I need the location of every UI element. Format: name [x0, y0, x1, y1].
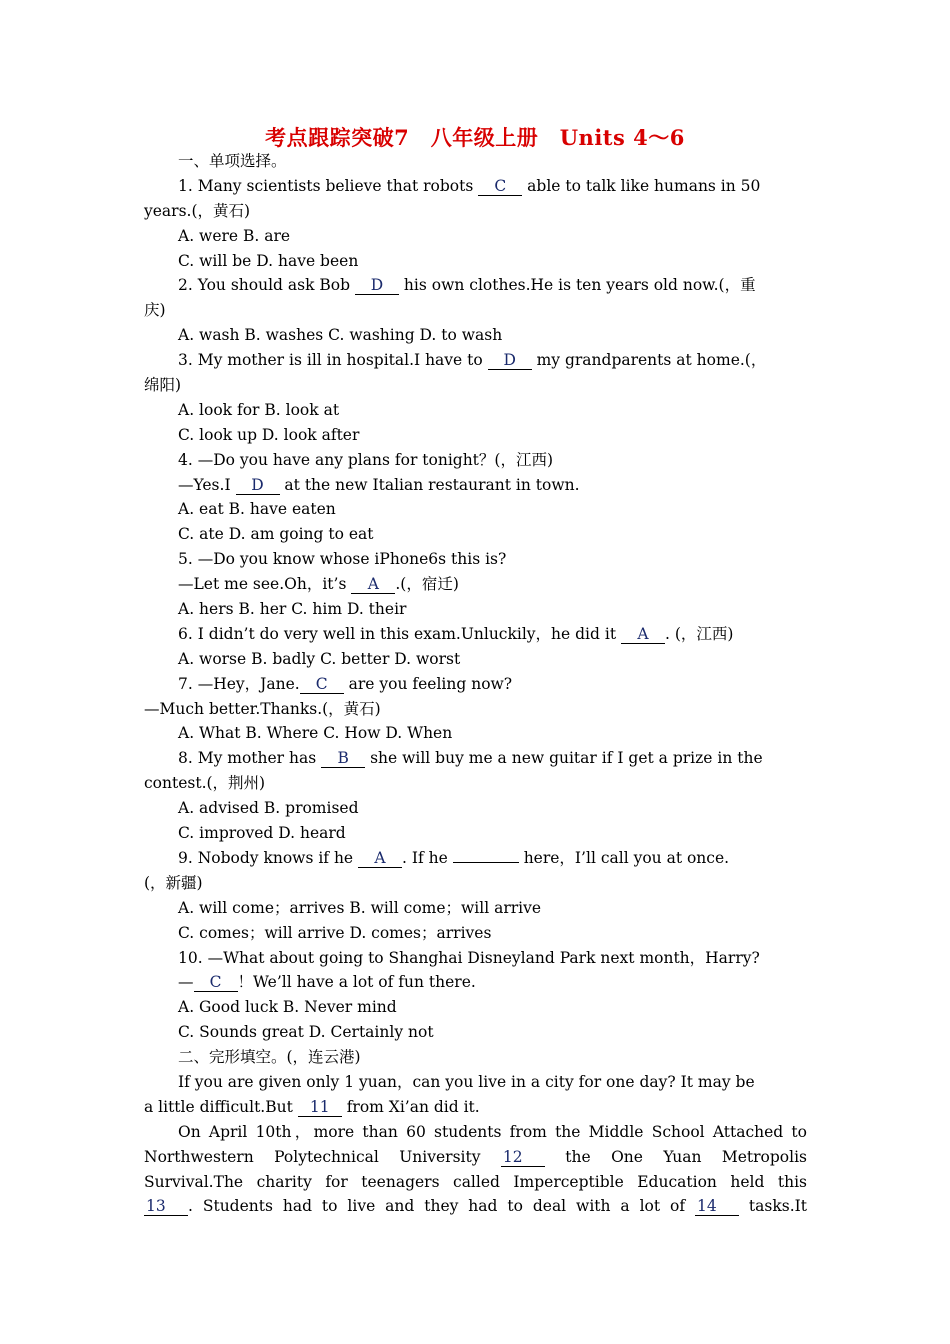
question-3: 3. My mother is ill in hospital.I have to D my grandparents at home.(，: [178, 351, 767, 370]
answer-blank: A: [351, 576, 395, 594]
question-4-reply: —Yes.I D at the new Italian restaurant in town.: [178, 475, 580, 494]
passage-line: If you are given only 1 yuan，can you live in a city for one day? It may be: [178, 1072, 755, 1091]
answer-blank: C: [300, 676, 344, 694]
passage-line: Northwestern Polytechnical University 12 the One Yuan Metropolis: [144, 1147, 807, 1166]
question-4: 4. —Do you have any plans for tonight？(，江西): [178, 450, 554, 469]
options: C. Sounds great D. Certainly not: [178, 1023, 434, 1042]
question-8: 8. My mother has B she will buy me a new guitar if I get a prize in the: [178, 749, 763, 768]
section-heading: 一、单项选择。: [178, 152, 287, 170]
options: C. look up D. look after: [178, 425, 360, 444]
question-6: 6. I didn’t do very well in this exam.Unluckily，he did it A . (，江西): [178, 624, 734, 643]
options: C. improved D. heard: [178, 824, 346, 843]
question-5-reply: —Let me see.Oh，it’s A .(，宿迁): [178, 575, 459, 594]
question-7: 7. —Hey，Jane. C are you feeling now?: [178, 674, 513, 693]
document-body: [144, 149, 807, 1219]
question-3-cont: 绵阳): [144, 376, 182, 395]
passage-line: 13 . Students had to live and they had to deal with a lot of 14 tasks.It: [146, 1197, 807, 1216]
question-2-cont: 庆): [144, 301, 166, 320]
answer-blank: 11: [298, 1099, 342, 1117]
options: C. will be D. have been: [178, 251, 359, 270]
answer-blank: 12: [501, 1149, 545, 1167]
question-1: 1. Many scientists believe that robots C able to talk like humans in 50: [178, 176, 761, 195]
options: A. Good luck B. Never mind: [178, 998, 397, 1017]
page-title: 考点跟踪突破7 八年级上册 Units 4～6: [265, 125, 685, 150]
question-10: 10. —What about going to Shanghai Disneyland Park next month，Harry?: [178, 948, 760, 967]
answer-blank: B: [321, 750, 365, 768]
answer-blank: C: [478, 178, 522, 196]
answer-blank: 13: [144, 1198, 188, 1216]
options: A. look for B. look at: [178, 400, 340, 419]
question-10-reply: — C ！We’ll have a lot of fun there.: [178, 973, 476, 992]
answer-blank: C: [194, 974, 238, 992]
question-8-cont: contest.(，荆州): [144, 774, 266, 793]
answer-blank: D: [236, 477, 280, 495]
passage-line: On April 10th，more than 60 students from the Middle School Attached to: [178, 1122, 807, 1141]
options: A. were B. are: [178, 226, 291, 245]
options: C. comes；will arrive D. comes；arrives: [178, 923, 492, 942]
question-5: 5. —Do you know whose iPhone6s this is?: [178, 550, 507, 569]
question-2: 2. You should ask Bob D his own clothes.He is ten years old now.(，重: [178, 276, 756, 295]
answer-blank: D: [355, 277, 399, 295]
passage-line: Survival.The charity for teenagers called Imperceptible Education held this: [144, 1172, 807, 1191]
question-9: 9. Nobody knows if he A . If he here，I’ll call you at once.: [178, 848, 730, 867]
options: A. will come；arrives B. will come；will arrive: [178, 898, 542, 917]
options: A. advised B. promised: [178, 799, 359, 818]
question-9-cont: (，新疆): [144, 873, 203, 892]
options: A. hers B. her C. him D. their: [178, 600, 407, 619]
options: A. wash B. washes C. washing D. to wash: [178, 326, 503, 345]
answer-blank: A: [358, 850, 402, 868]
answer-blank: D: [488, 352, 532, 370]
answer-blank: A: [621, 626, 665, 644]
question-1-cont: years.(，黄石): [144, 201, 251, 220]
empty-blank: [453, 862, 519, 863]
options: C. ate D. am going to eat: [178, 525, 374, 544]
options: A. eat B. have eaten: [178, 500, 336, 519]
passage-line: a little difficult.But 11 from Xi’an did it.: [144, 1097, 480, 1116]
answer-blank: 14: [695, 1198, 739, 1216]
options: A. What B. Where C. How D. When: [178, 724, 453, 743]
section-heading: 二、完形填空。(，连云港): [178, 1048, 361, 1067]
question-7-reply: —Much better.Thanks.(，黄石): [144, 699, 381, 718]
options: A. worse B. badly C. better D. worst: [178, 649, 461, 668]
